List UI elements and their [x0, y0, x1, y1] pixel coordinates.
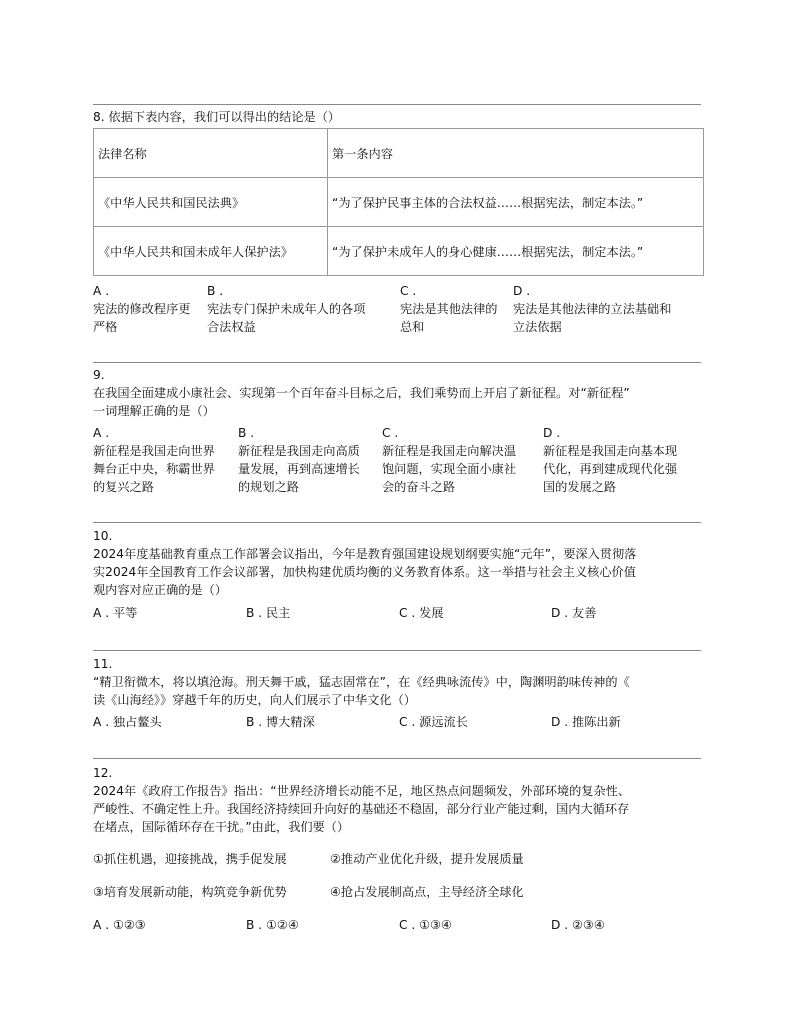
option-label: B . — [238, 426, 255, 440]
question-10-stem-line: 观内容对应正确的是（） — [93, 583, 228, 597]
option-b[interactable] — [207, 282, 365, 336]
option-a[interactable] — [93, 424, 215, 496]
option-label: D . — [513, 284, 531, 298]
option-text: 国的发展之路 — [543, 480, 617, 494]
question-9-number: 9. — [93, 368, 105, 382]
question-divider-11 — [93, 650, 701, 651]
option-text: 的复兴之路 — [93, 480, 154, 494]
question-divider-12 — [93, 758, 701, 759]
option-text: 宪法是其他法律的 — [400, 302, 498, 316]
option-c[interactable]: C . 发展 — [399, 606, 444, 620]
option-label: A . — [93, 284, 110, 298]
question-11-stem-line: 读《山海经》》穿越千年的历史，向人们展示了中华文化（） — [93, 693, 416, 707]
option-text: 代化，再到建成现代化强 — [543, 462, 678, 476]
option-d[interactable]: D . 友善 — [551, 606, 597, 620]
option-b[interactable]: B . 博大精深 — [246, 715, 315, 729]
statement-item: ①抓住机遇，迎接挑战，携手促发展 — [93, 852, 287, 866]
option-c[interactable]: C . 源远流长 — [399, 715, 468, 729]
question-10-stem-line: 2024年度基础教育重点工作部署会议指出，今年是教育强国建设规划纲要实施“元年”，要深入贯彻落 — [93, 547, 637, 561]
option-b[interactable]: B . ①②④ — [246, 918, 299, 932]
option-text: 新征程是我国走向世界 — [93, 444, 215, 458]
option-d[interactable]: D . ②③④ — [551, 918, 605, 932]
table-row — [94, 178, 704, 227]
option-text: 的规划之路 — [238, 480, 299, 494]
statement-item: ②推动产业优化升级，提升发展质量 — [330, 852, 524, 866]
option-text: 合法权益 — [207, 320, 256, 334]
option-text: 宪法专门保护未成年人的各项 — [207, 302, 366, 316]
option-text: 量发展，再到高速增长 — [238, 462, 360, 476]
question-divider-9 — [93, 362, 701, 363]
table-cell: “为了保护未成年人的身心健康……根据宪法，制定本法。” — [328, 227, 704, 276]
table-header: 第一条内容 — [328, 129, 704, 178]
question-8-stem: 8. 依据下表内容，我们可以得出的结论是（） — [93, 110, 341, 124]
option-b[interactable]: B . 民主 — [246, 606, 291, 620]
question-10-number: 10. — [93, 529, 113, 543]
question-12-stem-line: 在堵点，国际循环存在干扰。”由此，我们要（） — [93, 820, 350, 834]
option-a[interactable] — [93, 282, 191, 336]
option-d[interactable] — [543, 424, 677, 496]
question-divider-8 — [93, 104, 701, 105]
option-a[interactable]: A . 平等 — [93, 606, 138, 620]
statement-item: ④抢占发展制高点，主导经济全球化 — [330, 885, 524, 899]
table-cell: 《中华人民共和国民法典》 — [94, 178, 328, 227]
option-label: A . — [93, 426, 110, 440]
option-label: B . — [207, 284, 224, 298]
law-table — [93, 128, 704, 276]
option-text: 宪法是其他法律的立法基础和 — [513, 302, 672, 316]
option-a[interactable]: A . ①②③ — [93, 918, 146, 932]
option-text: 舞台正中央，称霸世界 — [93, 462, 215, 476]
option-b[interactable] — [238, 424, 360, 496]
option-label: D . — [543, 426, 561, 440]
option-text: 饱问题，实现全面小康社 — [382, 462, 517, 476]
option-c[interactable]: C . ①③④ — [399, 918, 452, 932]
option-d[interactable] — [513, 282, 671, 336]
question-12-number: 12. — [93, 766, 113, 780]
table-cell: 《中华人民共和国未成年人保护法》 — [94, 227, 328, 276]
table-header: 法律名称 — [94, 129, 328, 178]
table-header-row — [94, 129, 704, 178]
question-12-stem-line: 2024年《政府工作报告》指出：“世界经济增长动能不足，地区热点问题频发，外部环境的复杂性、 — [93, 784, 631, 798]
option-text: 立法依据 — [513, 320, 562, 334]
option-text: 会的奋斗之路 — [382, 480, 456, 494]
question-divider-10 — [93, 522, 701, 523]
table-cell: “为了保护民事主体的合法权益……根据宪法，制定本法。” — [328, 178, 704, 227]
option-text: 新征程是我国走向解决温 — [382, 444, 517, 458]
question-9-stem-line: 一词理解正确的是（） — [93, 404, 215, 418]
statement-item: ③培育发展新动能，构筑竞争新优势 — [93, 885, 287, 899]
option-label: C . — [382, 426, 399, 440]
option-label: C . — [400, 284, 417, 298]
option-text: 新征程是我国走向高质 — [238, 444, 360, 458]
option-text: 宪法的修改程序更 — [93, 302, 191, 316]
question-10-stem-line: 实2024年全国教育工作会议部署，加快构建优质均衡的义务教育体系。这一举措与社会主义核心价值 — [93, 565, 636, 579]
option-text: 总和 — [400, 320, 425, 334]
option-text: 严格 — [93, 320, 118, 334]
question-11-number: 11. — [93, 657, 113, 671]
option-a[interactable]: A . 独占鳌头 — [93, 715, 162, 729]
option-text: 新征程是我国走向基本现 — [543, 444, 678, 458]
option-d[interactable]: D . 推陈出新 — [551, 715, 621, 729]
question-9-stem-line: 在我国全面建成小康社会、实现第一个百年奋斗目标之后，我们乘势而上开启了新征程。对“新征程” — [93, 386, 630, 400]
option-c[interactable] — [382, 424, 516, 496]
table-row — [94, 227, 704, 276]
question-12-stem-line: 严峻性、不确定性上升。我国经济持续回升向好的基础还不稳固，部分行业产能过剩，国内大循环存 — [93, 802, 630, 816]
question-11-stem-line: “精卫衔微木，将以填沧海。刑天舞干戚，猛志固常在”，在《经典咏流传》中，陶渊明韵味传神的《 — [93, 675, 630, 689]
option-c[interactable] — [400, 282, 498, 336]
